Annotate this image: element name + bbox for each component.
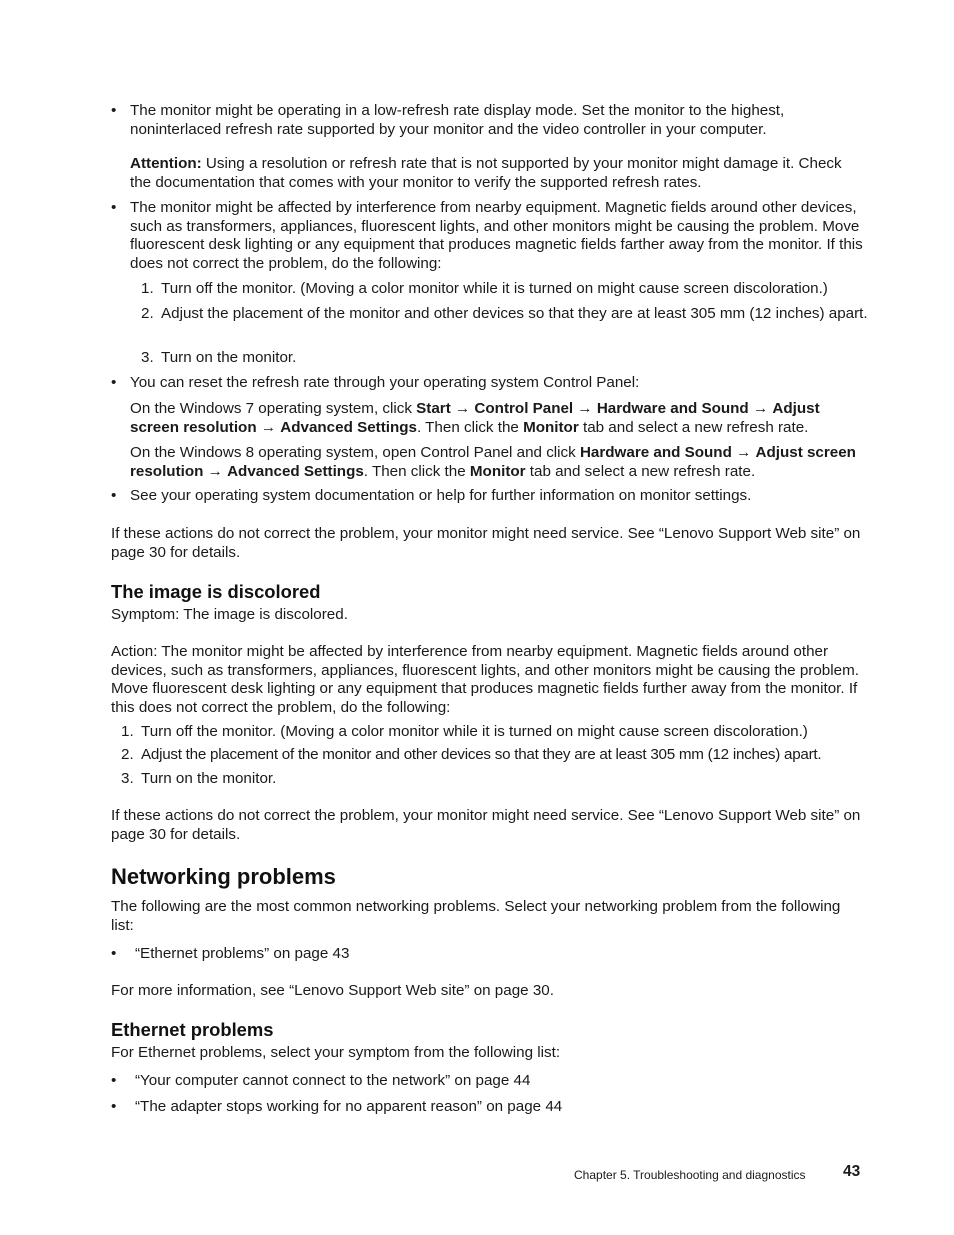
ethernet-heading: Ethernet problems [111, 1019, 274, 1040]
ethernet-problems-link[interactable]: “Ethernet problems” on page 43 [135, 945, 350, 962]
arrow-icon: → [752, 400, 769, 417]
control-panel-path: Control Panel [474, 400, 574, 417]
networking-more-info: For more information, see “Lenovo Support Web site” on page 30. [111, 982, 554, 999]
discolored-step [121, 723, 866, 742]
step-text: Turn on the monitor. [141, 770, 277, 787]
arrow-icon: → [207, 462, 223, 480]
discolored-step [121, 770, 866, 789]
step-text: Turn on the monitor. [161, 349, 297, 366]
arrow-icon: → [455, 400, 471, 417]
bullet-icon: • [111, 1098, 117, 1115]
bullet-icon: • [111, 487, 117, 504]
step-number: 1. [141, 280, 154, 297]
interference-step [141, 280, 871, 299]
service-note: If these actions do not correct the problem, your monitor might need service. See “Lenovo Support Web site” on page 30 for details. [111, 807, 861, 843]
hardware-sound-path: Hardware and Sound [596, 400, 749, 417]
adjust-resolution-path: Adjust screen resolution [130, 400, 820, 436]
step-number: 2. [121, 746, 134, 763]
ethernet-link-item [111, 1072, 863, 1091]
networking-link-item [111, 945, 863, 964]
discolored-heading: The image is discolored [111, 581, 321, 602]
adjust-resolution-path: Adjust screen resolution [130, 444, 856, 480]
attention-label: Attention: [130, 155, 202, 172]
networking-heading: Networking problems [111, 864, 336, 889]
arrow-icon: → [577, 400, 593, 417]
bullet-icon: • [111, 945, 117, 962]
networking-intro: The following are the most common networking problems. Select your networking problem from the following list: [111, 898, 841, 934]
interference-step [141, 349, 871, 368]
ethernet-link-item [111, 1098, 863, 1117]
step-text: Turn off the monitor. (Moving a color monitor while it is turned on might cause screen discoloration.) [141, 723, 808, 740]
ethernet-intro: For Ethernet problems, select your symptom from the following list: [111, 1044, 561, 1061]
start-menu-path: Start [416, 400, 451, 417]
step-number: 1. [121, 723, 134, 740]
reset-refresh-text: You can reset the refresh rate through your operating system Control Panel: [130, 374, 640, 391]
step-text: Turn off the monitor. (Moving a color monitor while it is turned on might cause screen discoloration.) [161, 280, 828, 297]
arrow-icon: → [736, 444, 752, 461]
attention-note [130, 155, 863, 192]
documentation-text: See your operating system documentation or help for further information on monitor settings. [130, 487, 752, 504]
interference-step [141, 305, 871, 324]
bullet-icon: • [111, 102, 117, 119]
reset-refresh-bullet [111, 374, 863, 393]
footer-chapter: Chapter 5. Troubleshooting and diagnostics [574, 1168, 806, 1182]
attention-text: Using a resolution or refresh rate that is not supported by your monitor might damage it. Check the documentation that comes with your monitor to verify the supported refresh rates. [130, 155, 842, 191]
step-text: Adjust the placement of the monitor and other devices so that they are at least 305 mm (12 inches) apart. [141, 746, 822, 763]
interference-bullet [111, 199, 863, 273]
service-note: If these actions do not correct the problem, your monitor might need service. See “Lenovo Support Web site” on page 30 for details. [111, 525, 861, 561]
interference-text: The monitor might be affected by interference from nearby equipment. Magnetic fields around other devices, such as transformers, appliances, fluorescent lights, and other monitors might be causing the problem. Move fluorescent desk lighting or any equipment that produces magnetic fields farther away from the monitor. If this does not correct the problem, do the following: [130, 199, 863, 272]
adapter-stops-link[interactable]: “The adapter stops working for no apparent reason” on page 44 [135, 1098, 563, 1115]
advanced-settings-path: Advanced Settings [227, 462, 364, 480]
windows7-instructions: On the Windows 7 operating system, click Start → Control Panel → Hardware and Sound → Adjust screen resolution → Advanced Settings. Then click the Monitor tab and select a new refresh rate. [130, 400, 820, 436]
monitor-tab-label: Monitor [523, 418, 579, 436]
step-number: 2. [141, 305, 154, 322]
hardware-sound-path: Hardware and Sound [579, 444, 732, 461]
documentation-bullet [111, 487, 863, 506]
windows8-instructions: On the Windows 8 operating system, open Control Panel and click Hardware and Sound → Adjust screen resolution → Advanced Settings. Then click the Monitor tab and select a new refresh rate. [130, 444, 856, 480]
step-number: 3. [121, 770, 134, 787]
advanced-settings-path: Advanced Settings [280, 418, 417, 436]
bullet-icon: • [111, 1072, 117, 1089]
discolored-action: Action: The monitor might be affected by interference from nearby equipment. Magnetic fields around other devices, such as transformers, appliances, fluorescent lights, and other monitors might be causing the problem. Move fluorescent desk lighting or any equipment that produces magnetic fields further away from the monitor. If this does not correct the problem, do the following: [111, 643, 859, 716]
arrow-icon: → [260, 418, 277, 436]
bullet-icon: • [111, 374, 117, 391]
discolored-step [121, 746, 866, 765]
discolored-symptom: Symptom: The image is discolored. [111, 606, 348, 623]
step-text: Adjust the placement of the monitor and other devices so that they are at least 305 mm (12 inches) apart. [161, 305, 868, 322]
refresh-rate-text: The monitor might be operating in a low-refresh rate display mode. Set the monitor to the highest, noninterlaced refresh rate supported by your monitor and the video controller in your computer. [130, 102, 785, 138]
monitor-tab-label: Monitor [469, 462, 526, 480]
bullet-icon: • [111, 199, 117, 216]
step-number: 3. [141, 349, 154, 366]
cannot-connect-link[interactable]: “Your computer cannot connect to the network” on page 44 [135, 1072, 531, 1089]
page-number: 43 [843, 1163, 861, 1180]
refresh-rate-bullet [111, 102, 863, 139]
